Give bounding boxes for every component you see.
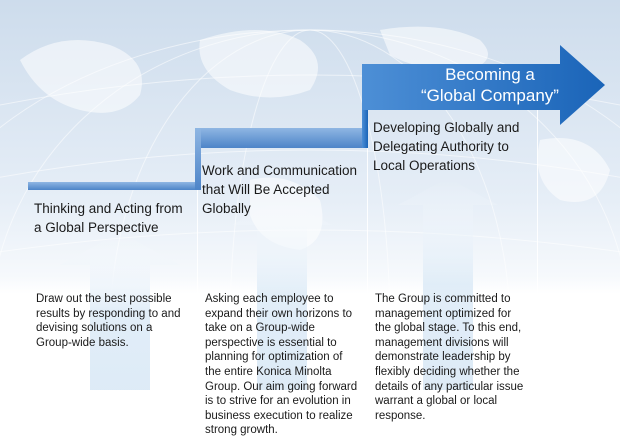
stage-3-description: The Group is committed to management optimized for the global stage. To this end, management divisions will demonstrate leadership by flexibly deciding whether the details of any particular issue warrant a global or local response. — [375, 293, 524, 422]
stage-2-description: Asking each employee to expand their own horizons to take on a Group-wide perspective is essential to planning for optimization of the entire Konica Minolta Group. Our aim going forward is to strive for an evolution in business execution to realize strong growth. — [205, 293, 358, 437]
stage-1-title: Thinking and Acting from a Global Perspective — [34, 201, 183, 235]
stage-2-title: Work and Communication that Will Be Accepted Globally — [202, 163, 358, 216]
step-bar-1 — [28, 182, 198, 190]
stage-3-title: Developing Globally and Delegating Authority to Local Operations — [373, 120, 520, 173]
step-bar-2-riser — [195, 128, 201, 190]
goal-line-1: Becoming a — [445, 65, 535, 84]
step-bar-2 — [195, 128, 367, 148]
goal-line-2: “Global Company” — [421, 86, 559, 105]
goal-label — [390, 64, 590, 106]
stage-1-description: Draw out the best possible results by responding to and devising solutions on a Group-wide basis. — [36, 293, 181, 349]
